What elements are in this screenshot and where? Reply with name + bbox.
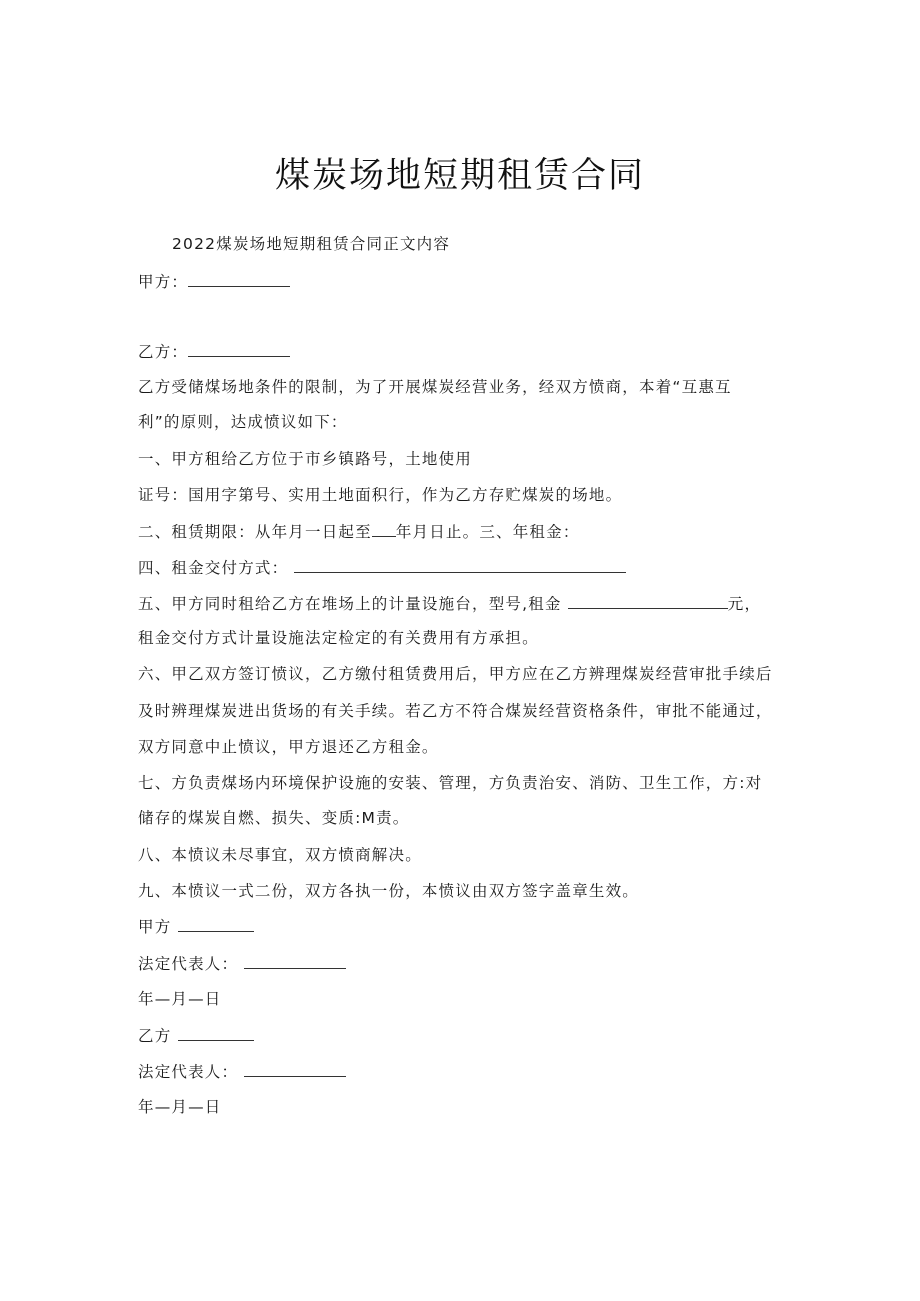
clause-5-part-1: 五、甲方同时租给乙方在堆场上的计量设施台，型号,租金 bbox=[138, 595, 562, 613]
clause-1-line-1: 一、甲方租给乙方位于市乡镇路号，土地使用 bbox=[138, 450, 473, 468]
clause-4-blank bbox=[294, 557, 626, 573]
clause-5-blank bbox=[568, 593, 728, 609]
signature-party-b-blank bbox=[178, 1025, 254, 1041]
date-a: 年—月—日 bbox=[138, 990, 222, 1008]
legal-rep-a-blank bbox=[244, 953, 346, 969]
legal-rep-a bbox=[138, 953, 346, 974]
clause-7-line-1: 七、方负责煤场内环境保护设施的安装、管理，方负责治安、消防、卫生工作，方:对 bbox=[138, 774, 763, 792]
clause-5-line-2: 租金交付方式计量设施法定检定的有关费用有方承担。 bbox=[138, 629, 539, 647]
clause-6-line-1: 六、甲乙双方签订愤议，乙方缴付租赁费用后，甲方应在乙方辨理煤炭经营审批手续后 bbox=[138, 665, 773, 683]
clause-8-line: 八、本愤议未尽事宜，双方愤商解决。 bbox=[138, 846, 422, 864]
clause-2-blank bbox=[372, 521, 396, 537]
clause-2-part-1: 二、租赁期限：从年月一日起至 bbox=[138, 523, 372, 541]
signature-party-b bbox=[138, 1025, 254, 1046]
clause-5-part-2: 元， bbox=[727, 595, 762, 613]
legal-rep-a-label: 法定代表人： bbox=[138, 955, 239, 973]
party-b-blank bbox=[188, 341, 290, 357]
clause-9-line: 九、本愤议一式二份，双方各执一份，本愤议由双方签字盖章生效。 bbox=[138, 882, 640, 900]
intro-line-2: 利”的原则，达成愤议如下： bbox=[138, 413, 348, 431]
legal-rep-b-label: 法定代表人： bbox=[138, 1063, 239, 1081]
party-b-label: 乙方： bbox=[138, 343, 189, 361]
clause-5-line-1 bbox=[138, 593, 761, 614]
signature-party-a bbox=[138, 916, 254, 937]
clause-6-line-2: 及时辨理煤炭进出货场的有关手续。若乙方不符合煤炭经营资格条件，审批不能通过， bbox=[138, 702, 773, 720]
party-a-line bbox=[138, 271, 290, 292]
clause-2-part-2: 年月日止。三、年租金： bbox=[395, 523, 580, 541]
clause-4-text: 四、租金交付方式： bbox=[138, 559, 289, 577]
intro-line-1: 乙方受储煤场地条件的限制，为了开展煤炭经营业务，经双方愤商，本着“互惠互 bbox=[138, 378, 732, 396]
clause-4-line bbox=[138, 557, 626, 578]
legal-rep-b-blank bbox=[244, 1061, 346, 1077]
clause-2-line bbox=[138, 521, 580, 542]
date-b: 年—月—日 bbox=[138, 1098, 222, 1116]
clause-7-line-2: 储存的煤炭自燃、损失、变质:M责。 bbox=[138, 809, 410, 827]
legal-rep-b bbox=[138, 1061, 346, 1082]
party-b-line bbox=[138, 341, 290, 362]
clause-1-line-2: 证号：国用字第号、实用土地面积行，作为乙方存贮煤炭的场地。 bbox=[138, 486, 623, 504]
subtitle: 2022煤炭场地短期租赁合同正文内容 bbox=[172, 235, 451, 253]
signature-party-a-label: 甲方 bbox=[138, 918, 172, 936]
signature-party-b-label: 乙方 bbox=[138, 1027, 172, 1045]
signature-party-a-blank bbox=[178, 916, 254, 932]
page-title: 煤炭场地短期租赁合同 bbox=[274, 156, 645, 196]
party-a-label: 甲方： bbox=[138, 273, 189, 291]
clause-6-line-3: 双方同意中止愤议，甲方退还乙方租金。 bbox=[138, 738, 439, 756]
party-a-blank bbox=[188, 271, 290, 287]
